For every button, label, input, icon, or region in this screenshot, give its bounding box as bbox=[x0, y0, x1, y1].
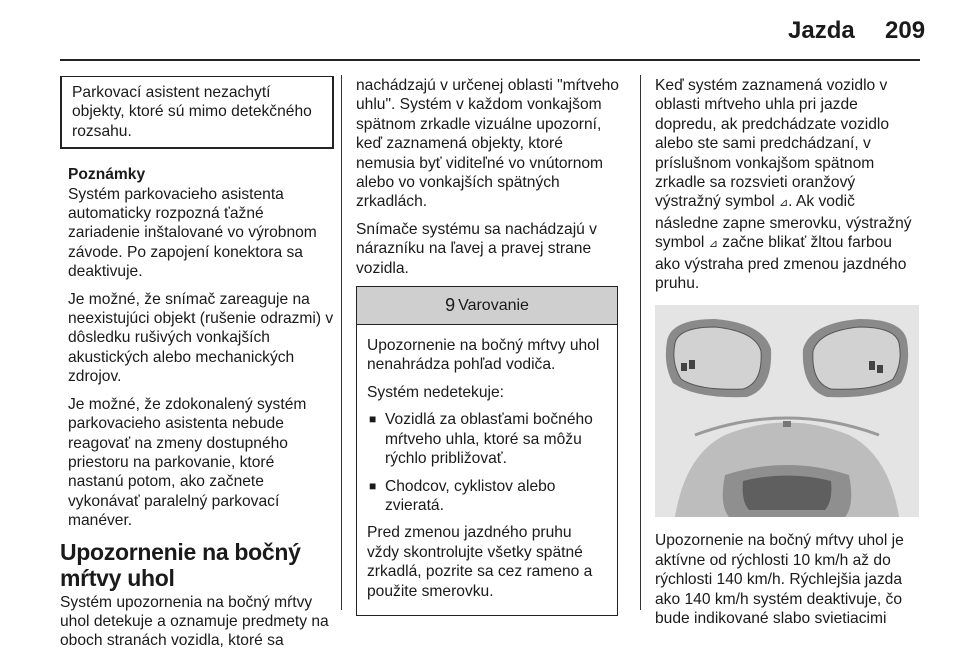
chapter-title: Jazda bbox=[788, 17, 855, 44]
warning-list bbox=[367, 410, 607, 515]
mirrors-illustration bbox=[655, 305, 919, 517]
paragraph: Upozornenie na bočný mŕtvy uhol je aktívne od rýchlosti 10 km/h až do rýchlosti 140 km/h. Rýchlejšia jazda ako 140 km/h systém deaktivuje, čo bude indikované slabo svietiacimi bbox=[655, 532, 904, 628]
column-divider-1 bbox=[341, 75, 342, 610]
paragraph: Snímače systému sa nachádzajú v nárazníku na ľavej a pravej strane vozidla. bbox=[356, 220, 597, 277]
warning-text: Systém nedetekuje: bbox=[367, 383, 504, 401]
blind-spot-symbol-icon: ⊿ bbox=[708, 238, 718, 251]
paragraph: nachádzajú v určenej oblasti "mŕtveho uhlu". Systém v každom vonkajšom spätnom zrkadle vizuálne upozorní, keď zaznamená objekty, ktoré nemusia byť viditeľné vo vnútornom alebo vo vonkajších spätných zrkadlách. bbox=[356, 77, 619, 211]
column-3 bbox=[655, 76, 921, 637]
note-paragraph: Je možné, že zdokonalený systém parkovacieho asistenta nebude reagovať na zmeny dostupného priestoru na parkovanie, ktoré nastanú potom, ako začnete vykonávať paralelný parkovací manéver. bbox=[68, 395, 307, 530]
warning-text: Pred zmenou jazdného pruhu vždy skontrolujte všetky spätné zrkadlá, pozrite sa cez rameno a použite smerovku. bbox=[367, 524, 593, 600]
column-divider-2 bbox=[640, 75, 641, 610]
blind-spot-symbol-icon: ⊿ bbox=[778, 197, 789, 210]
warning-header bbox=[357, 287, 617, 325]
warning-icon: 9 bbox=[445, 294, 456, 315]
paragraph: Keď systém zaznamená vozidlo v oblasti mŕtveho uhla pri jazde dopredu, ak predchádzate vozidlo alebo ste sami predchádzaní, v príslušnom vonkajšom spätnom zrkadle sa rozsvieti oranžový výstražný symbol ⊿. Ak vodič následne zapne smerovku, výstražný symbol ⊿ začne blikať žltou farbou ako výstraha pred zmenou jazdného pruhu. bbox=[655, 77, 912, 293]
warning-body bbox=[357, 325, 617, 615]
column-1 bbox=[60, 76, 334, 659]
notice-box bbox=[60, 76, 334, 149]
note-heading: Poznámky bbox=[68, 166, 146, 184]
notice-text: Parkovací asistent nezachytí objekty, ktoré sú mimo detekčného rozsahu. bbox=[72, 84, 312, 140]
page-header bbox=[0, 0, 960, 64]
page-number: 209 bbox=[885, 17, 926, 44]
warning-title: Varovanie bbox=[458, 296, 529, 314]
warning-box bbox=[356, 286, 618, 616]
warning-list-item: ■ Vozidlá za oblasťami bočného mŕtveho uhla, ktoré sa môžu rýchlo približovať. bbox=[367, 410, 607, 468]
section-paragraph: Systém upozornenia na bočný mŕtvy uhol detekuje a oznamuje predmety na oboch stranách vozidla, ktoré sa bbox=[60, 593, 329, 650]
section-heading: Upozornenie na bočný mŕtvy uhol bbox=[60, 538, 301, 591]
note-paragraph: Systém parkovacieho asistenta automaticky rozpozná ťažné zariadenie inštalované vo výrobnom závode. Po zapojení konektora sa deaktivuje. bbox=[68, 185, 317, 281]
column-2 bbox=[356, 76, 624, 616]
warning-text: Upozornenie na bočný mŕtvy uhol nenahrádza pohľad vodiča. bbox=[367, 337, 600, 374]
header-divider bbox=[60, 59, 920, 61]
warning-list-item: ■ Chodcov, cyklistov alebo zvieratá. bbox=[367, 477, 607, 516]
note-paragraph: Je možné, že snímač zareaguje na neexistujúci objekt (rušenie odrazmi) v dôsledku rušivých vonkajších akustických alebo mechanických zdrojov. bbox=[68, 290, 334, 386]
